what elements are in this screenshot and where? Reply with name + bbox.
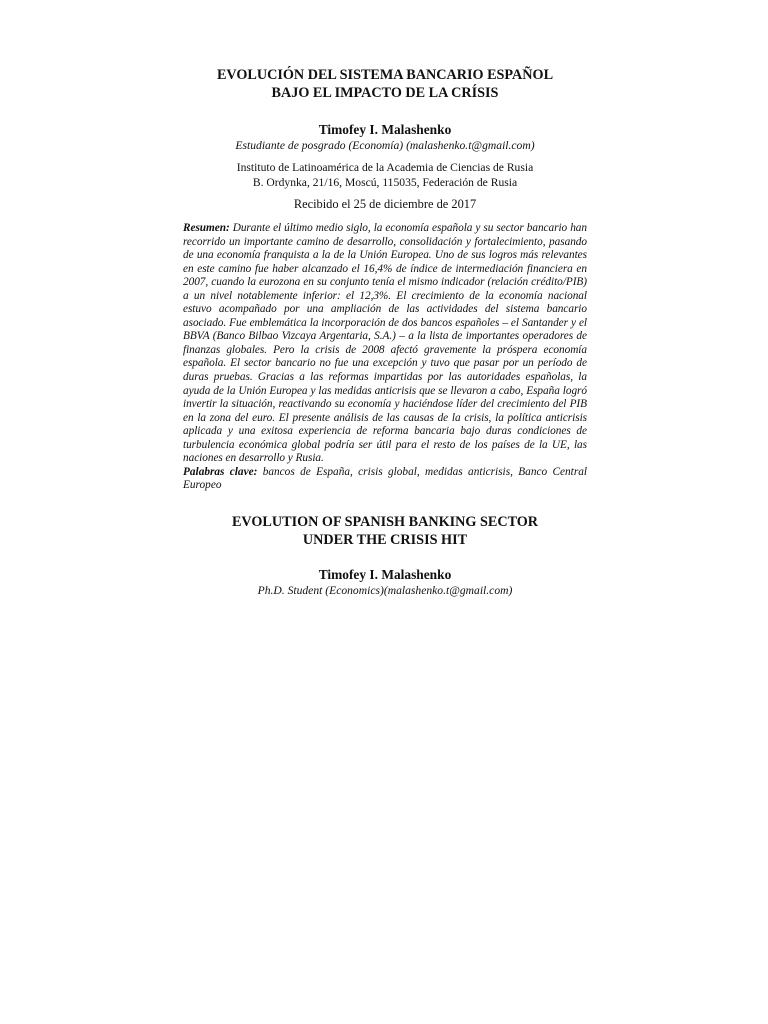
english-title <box>183 513 587 549</box>
keywords <box>183 466 587 493</box>
spanish-title-line-2: BAJO EL IMPACTO DE LA CRÍSIS <box>271 85 499 101</box>
document-page <box>183 66 587 598</box>
author-name-en: Timofey I. Malashenko <box>318 566 452 582</box>
received-date: Recibido el 25 de diciembre de 2017 <box>293 197 477 211</box>
institute-address <box>183 160 587 190</box>
english-title-line-1: EVOLUTION OF SPANISH BANKING SECTOR <box>231 513 539 530</box>
spanish-title-line-1: EVOLUCIÓN DEL SISTEMA BANCARIO ESPAÑOL <box>216 67 554 83</box>
author-affiliation-es: Estudiante de posgrado (Economía) (malashenko.t@gmail.com) <box>235 139 535 152</box>
abstract-text: Durante el último medio siglo, la economía española y su sector bancario han recorrido un importante camino de desarrollo, consolidación y fortalecimiento, pasando de una economía franquista a la de la Unión Europea. Uno de sus logros más relevantes en este camino fue haber alcanzado el 16,4% de índice de intermediación financiera en 2007, cuando la eurozona en su conjunto tenía el mismo indicador (relación crédito/PIB) a un nivel notablemente inferior: el 12,3%. El crecimiento de la economía nacional estuvo acompañado por una ampliación de las actividades del sistema bancario asociado. Fue emblemática la incorporación de dos bancos españoles – el Santander y el BBVA (Banco Bilbao Vizcaya Argentaria, S.A.) – a la lista de importantes operadores de finanzas globales. Pero la crisis de 2008 afectó gravemente la próspera economía española. El sector bancario no fue una excepción y tuvo que pasar por un período de duras pruebas. Gracias a las reformas impartidas por las autoridades españolas, la ayuda de la Unión Europea y las medidas anticrisis que se llevaron a cabo, España logró invertir la situación, reactivando su economía y haciéndose líder del crecimiento del PIB en la zona del euro. El presente análisis de las causas de la crisis, la política anticrisis aplicada y una exitosa experiencia de reforma bancaria bajo duras condiciones de turbulencia económica global podría ser útil para el resto de los países de la UE, las naciones en desarrollo y Rusia. <box>183 222 587 465</box>
keywords-text: bancos de España, crisis global, medidas anticrisis, Banco Central Europeo <box>183 465 587 492</box>
abstract <box>183 222 587 466</box>
institute-line-1: Instituto de Latinoamérica de la Academia de Ciencias de Rusia <box>236 161 534 174</box>
author-name-es: Timofey I. Malashenko <box>318 122 452 137</box>
institute-line-2: B. Ordynka, 21/16, Moscú, 115035, Federación de Rusia <box>252 176 518 189</box>
spanish-title <box>183 66 587 102</box>
english-title-line-2: UNDER THE CRISIS HIT <box>302 531 468 548</box>
keywords-label: Palabras clave: <box>183 465 258 478</box>
author-affiliation-en: Ph.D. Student (Economics)(malashenko.t@gmail.com) <box>257 583 513 597</box>
abstract-label: Resumen: <box>183 222 230 234</box>
